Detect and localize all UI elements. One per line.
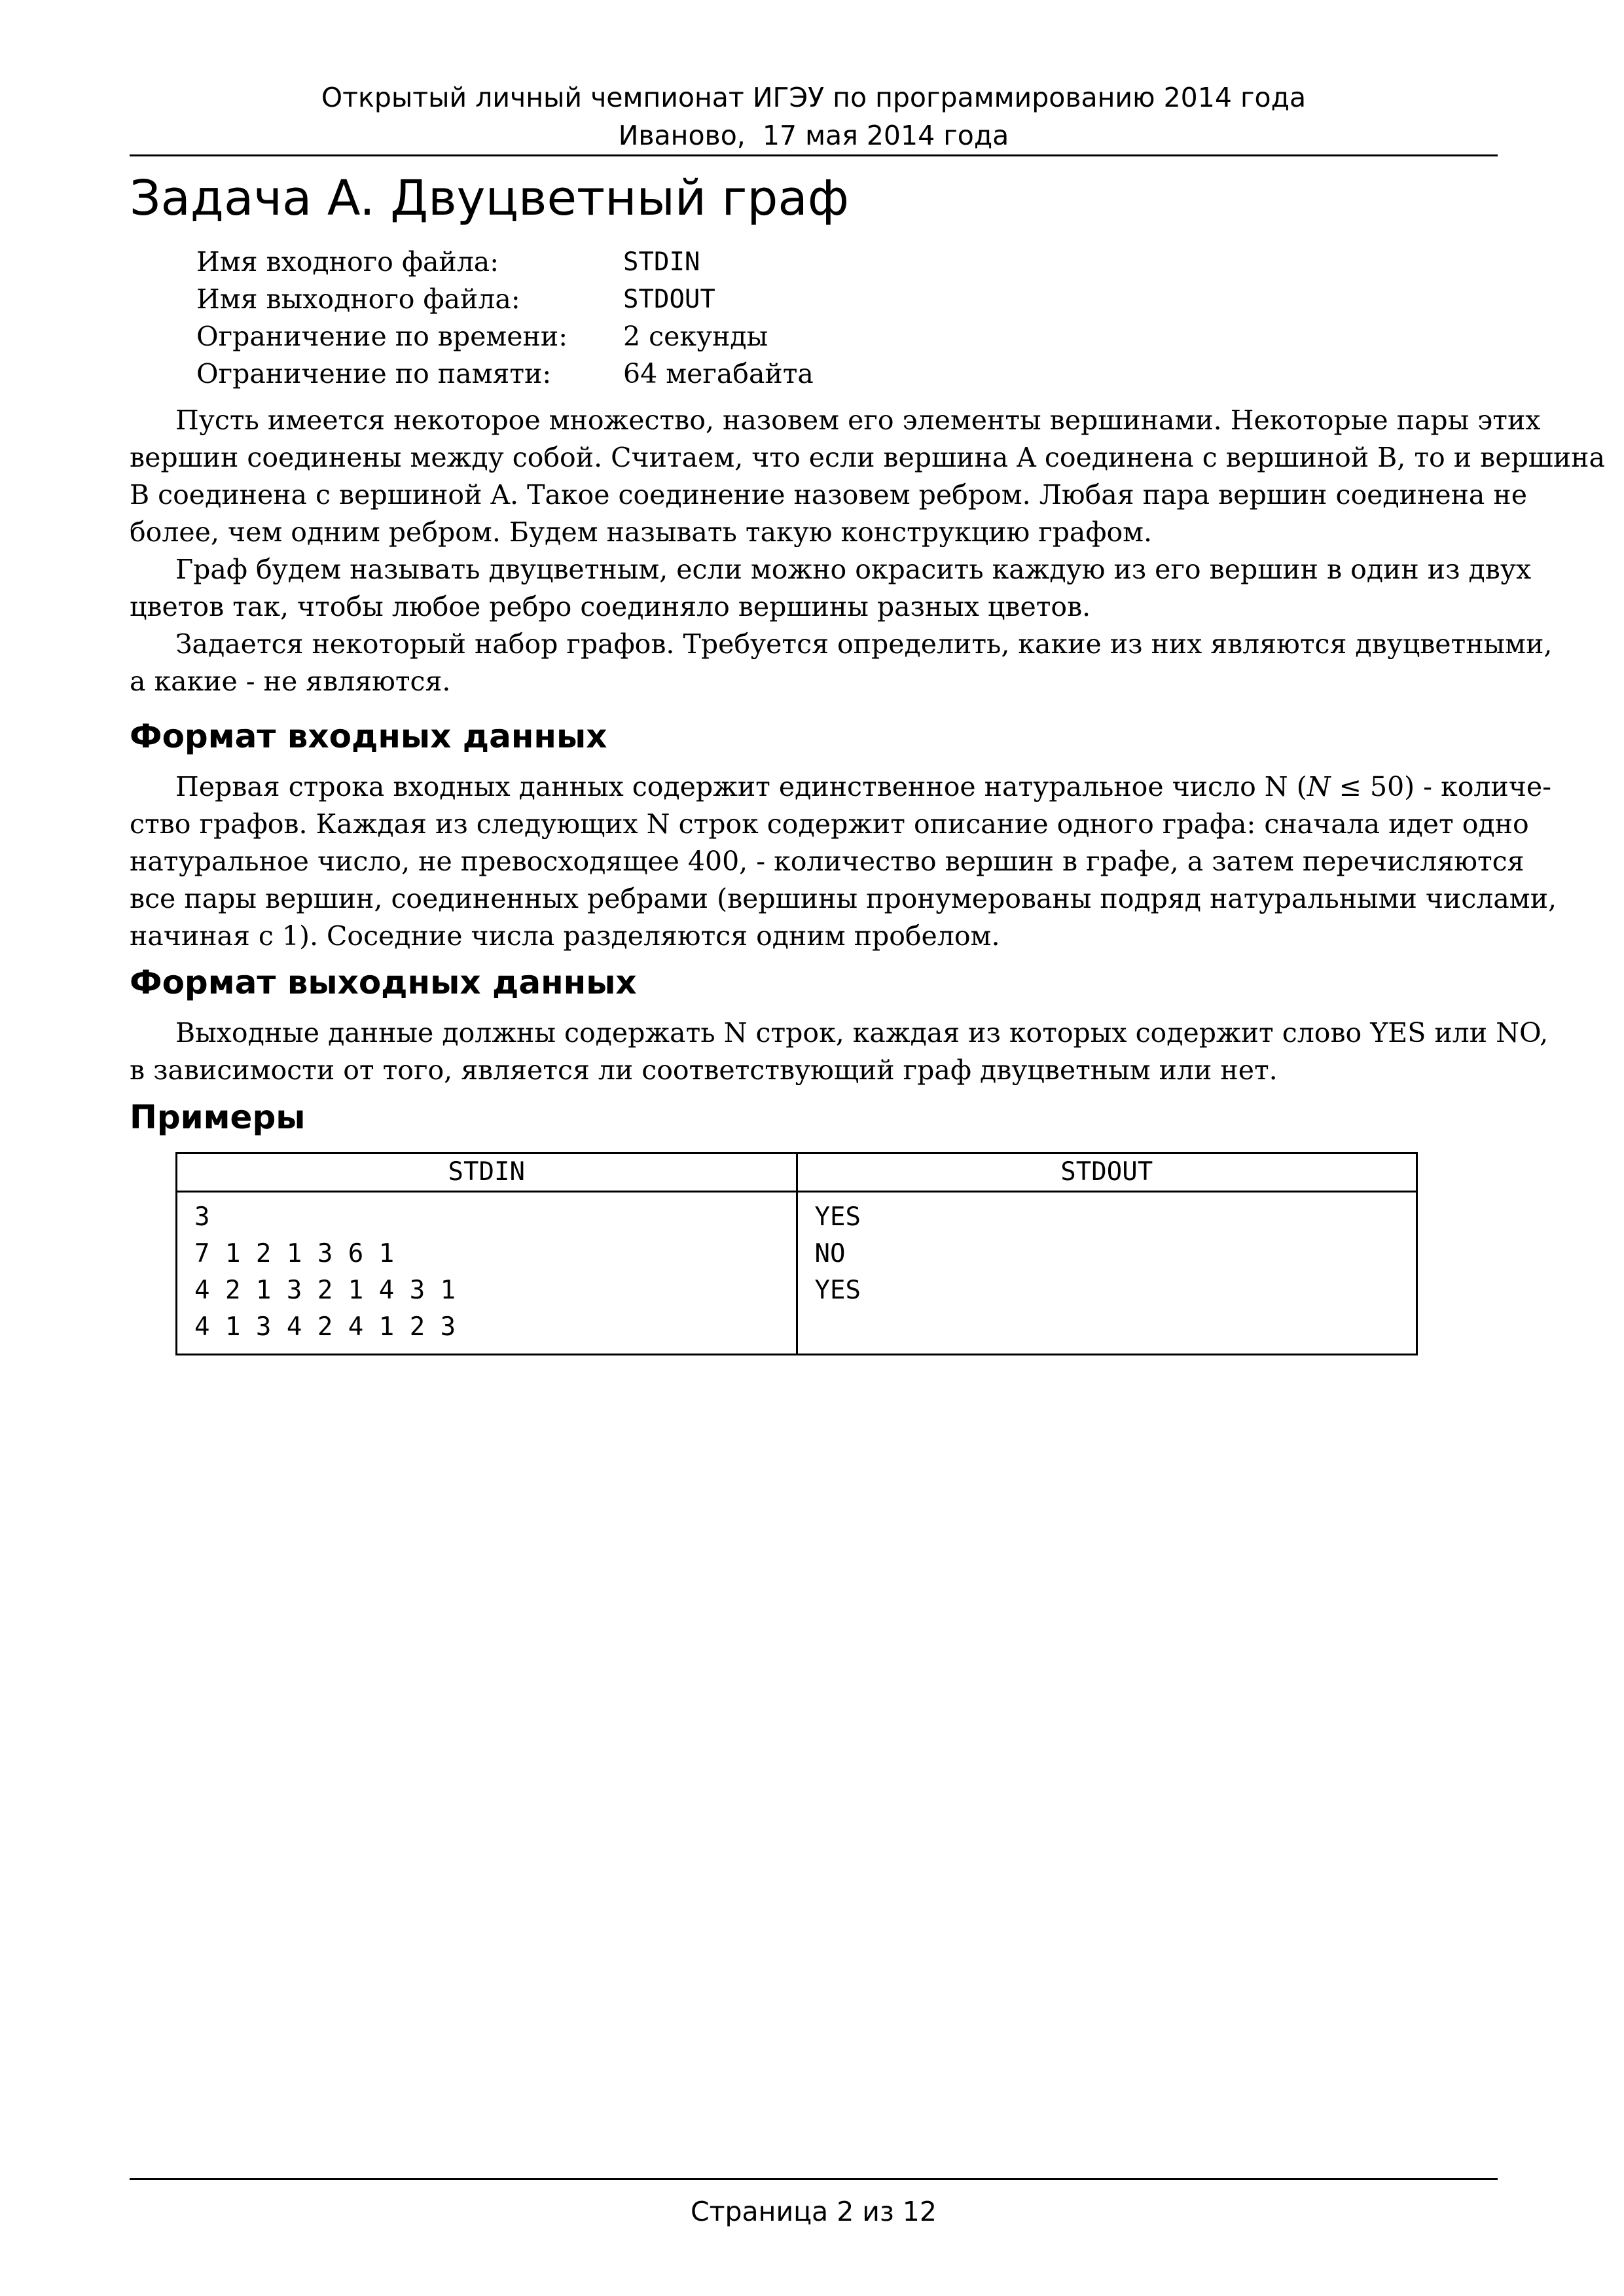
example-input-line: 3 [194,1202,210,1232]
statement-body [130,402,1605,700]
statement-line: Пусть имеется некоторое множество, назовем его элементы вершинами. Некоторые пары этих [175,404,1541,436]
math-variable: N [1307,771,1331,802]
input-format-text: ≤ 50) - количе- [1330,771,1551,802]
meta-label: Имя выходного файла: [196,283,520,315]
meta-label: Ограничение по времени: [196,321,568,352]
input-format-line [130,768,1551,806]
header-date-place: Иваново, 17 мая 2014 года [618,120,1009,151]
example-input-line: 7 1 2 1 3 6 1 [194,1239,395,1268]
statement-line: более, чем одним ребром. Будем называть такую конструкцию графом. [130,516,1153,548]
meta-value: STDIN [623,247,700,277]
header-contest-title: Открытый личный чемпионат ИГЭУ по программированию 2014 года [321,82,1307,113]
output-format-body [130,1014,1549,1089]
example-output-line: YES [814,1202,861,1232]
example-input-line: 4 1 3 4 2 4 1 2 3 [194,1312,456,1342]
input-format-line: натуральное число, не превосходящее 400, - количество вершин в графе, а затем перечисляются [130,846,1525,877]
meta-value: 64 мегабайта [623,358,814,389]
footer-rule [130,2178,1498,2180]
output-format-line: в зависимости от того, является ли соответствующий граф двуцветным или нет. [130,1054,1278,1086]
examples-input-header: STDIN [177,1153,797,1192]
meta-row-memory-limit [196,355,814,393]
examples-row [177,1192,1417,1355]
meta-value: 2 секунды [623,321,768,352]
example-output-cell [797,1192,1417,1355]
output-format-heading: Формат выходных данных [130,963,637,1001]
statement-line: B соединена с вершиной A. Такое соединение назовем ребром. Любая пара вершин соединена не [130,479,1527,511]
header-rule [130,154,1498,156]
page-header [130,79,1498,154]
example-input-cell [177,1192,797,1355]
input-format-line: ство графов. Каждая из следующих N строк содержит описание одного графа: сначала идет одно [130,808,1529,840]
meta-label: Имя входного файла: [196,246,499,278]
examples-header-row [177,1153,1417,1192]
meta-row-input-file [196,243,814,281]
page-footer: Страница 2 из 12 [691,2196,937,2227]
meta-row-time-limit [196,318,814,355]
examples-output-header: STDOUT [797,1153,1417,1192]
example-output-line: YES [814,1276,861,1305]
statement-line: а какие - не являются. [130,666,451,697]
problem-meta-table [196,243,814,393]
example-output-line: NO [814,1239,846,1268]
input-format-heading: Формат входных данных [130,717,607,755]
output-format-line: Выходные данные должны содержать N строк, каждая из которых содержит слово YES или NO, [175,1017,1549,1049]
statement-line: Задается некоторый набор графов. Требуется определить, какие из них являются двуцветными, [175,628,1553,660]
input-format-line: все пары вершин, соединенных ребрами (вершины пронумерованы подряд натуральными числами, [130,883,1557,914]
statement-line: вершин соединены между собой. Считаем, что если вершина A соединена с вершиной B, то и вершина [130,442,1605,473]
statement-line: Граф будем называть двуцветным, если можно окрасить каждую из его вершин в один из двух [175,554,1532,585]
examples-heading: Примеры [130,1098,306,1136]
statement-line: цветов так, чтобы любое ребро соединяло вершины разных цветов. [130,591,1091,622]
problem-title: Задача A. Двуцветный граф [130,170,849,226]
meta-value: STDOUT [623,285,715,314]
example-input-line: 4 2 1 3 2 1 4 3 1 [194,1276,456,1305]
input-format-line: начиная с 1). Соседние числа разделяются одним пробелом. [130,920,1000,952]
input-format-text: Первая строка входных данных содержит единственное натуральное число N ( [175,771,1307,802]
meta-row-output-file [196,281,814,318]
input-format-body [130,768,1557,955]
examples-table [175,1152,1418,1355]
meta-label: Ограничение по памяти: [196,358,552,389]
